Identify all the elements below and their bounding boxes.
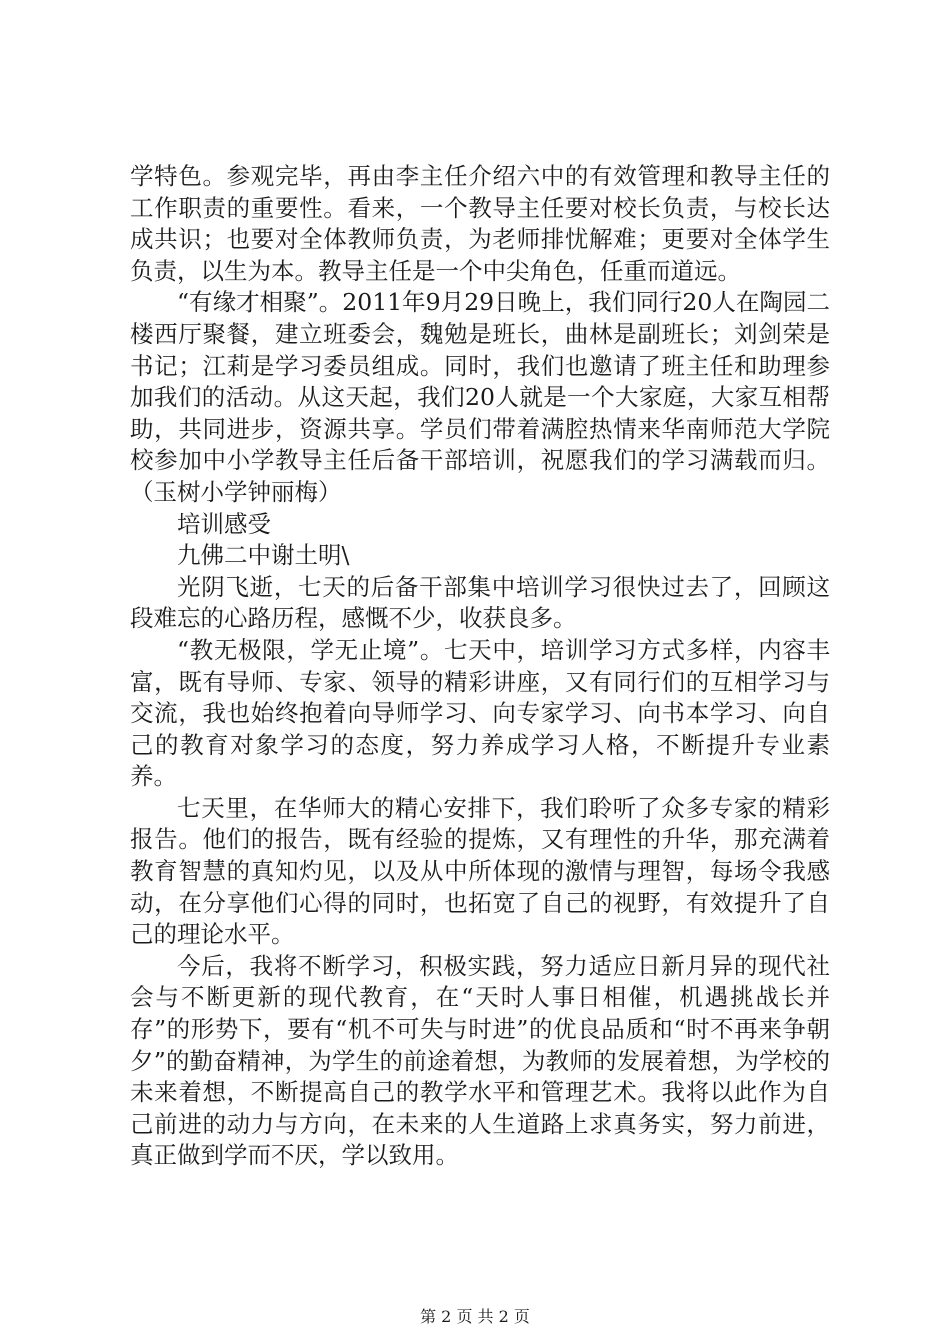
page-number-footer: 第 2 页 共 2 页 — [420, 1307, 530, 1326]
paragraph: 学特色。参观完毕，再由李主任介绍六中的有效管理和教导主任的工作职责的重要性。看来，一个教导主任要对校长负责，与校长达成共识；也要对全体教师负责，为老师排忧解难；更要对全体学生负责，以生为本。教导主任是一个中尖角色，任重而道远。 — [130, 162, 830, 285]
section-heading: 培训感受 — [177, 509, 271, 538]
paragraph: “有缘才相聚”。2011年9月29日晚上，我们同行20人在陶园二楼西厅聚餐，建立班委会，魏勉是班长，曲林是副班长；刘剑荣是书记；江莉是学习委员组成。同时，我们也邀请了班主任和助理参加我们的活动。从这天起，我们20人就是一个大家庭，大家互相帮助，共同进步，资源共享。学员们带着满腔热情来华南师范大学院校参加中小学教导主任后备干部培训，祝愿我们的学习满载而归。（玉树小学钟丽梅） — [130, 288, 830, 506]
paragraph: 今后，我将不断学习，积极实践，努力适应日新月异的现代社会与不断更新的现代教育，在“天时人事日相催，机遇挑战长并存”的形势下，要有“机不可失与时进”的优良品质和“时不再来争朝夕”的勤奋精神，为学生的前途着想，为教师的发展着想，为学校的未来着想，不断提高自己的教学水平和管理艺术。我将以此作为自己前进的动力与方向，在未来的人生道路上求真务实，努力前进，真正做到学而不厌，学以致用。 — [130, 951, 830, 1170]
paragraph: 七天里，在华师大的精心安排下，我们聆听了众多专家的精彩报告。他们的报告，既有经验的提炼，又有理性的升华，那充满着教育智慧的真知灼见，以及从中所体现的激情与理智，每场令我感动，在分享他们心得的同时，也拓宽了自己的视野，有效提升了自己的理论水平。 — [130, 793, 830, 949]
paragraph: 光阴飞逝，七天的后备干部集中培训学习很快过去了，回顾这段难忘的心路历程，感慨不少，收获良多。 — [130, 572, 830, 633]
document-body — [130, 161, 830, 1172]
paragraph: “教无极限，学无止境”。七天中，培训学习方式多样，内容丰富，既有导师、专家、领导的精彩讲座，又有同行们的互相学习与交流，我也始终抱着向导师学习、向专家学习、向书本学习、向自己的教育对象学习的态度，努力养成学习人格，不断提升专业素养。 — [130, 635, 830, 791]
author-line: 九佛二中谢土明\ — [177, 541, 350, 570]
